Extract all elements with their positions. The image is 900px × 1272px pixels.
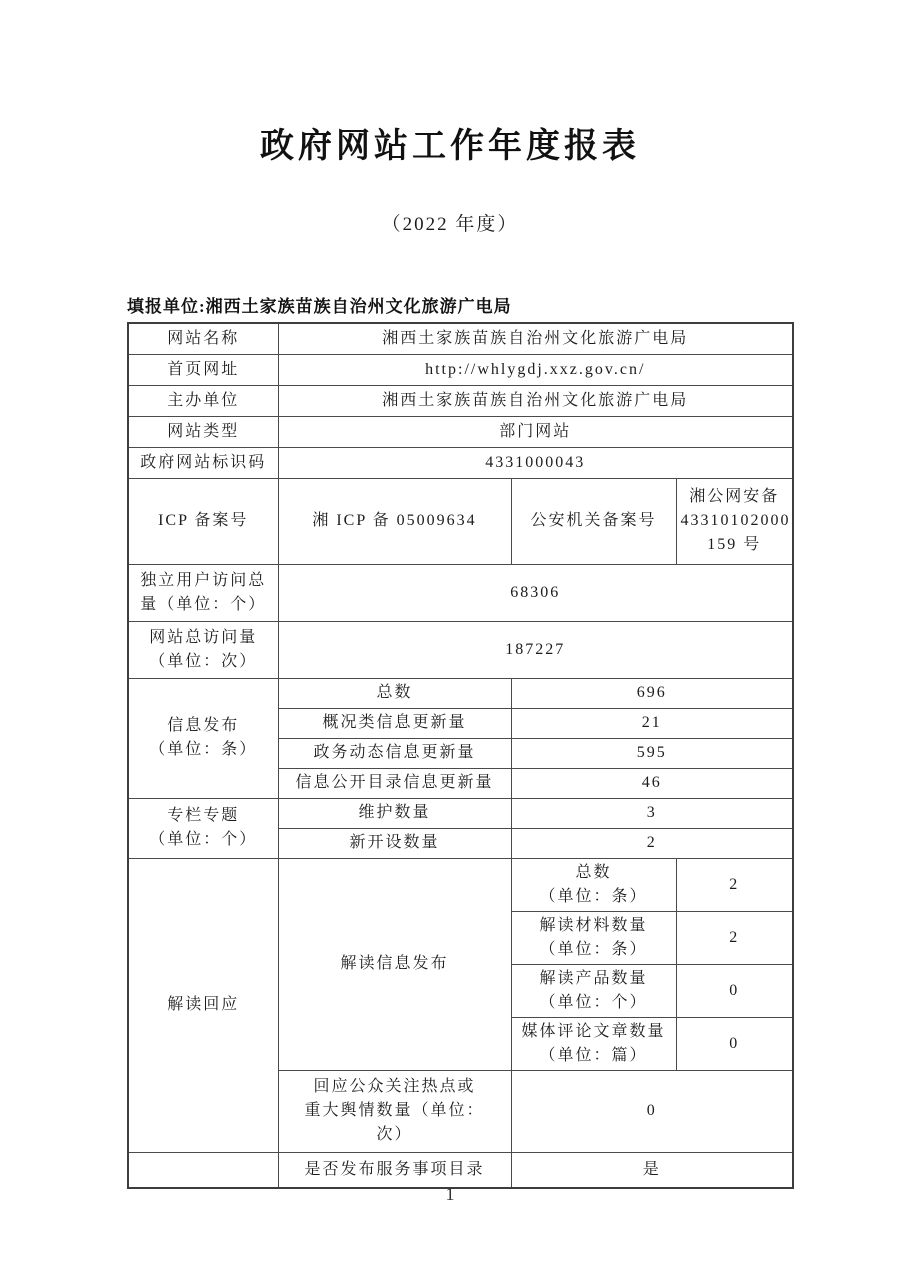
police-record-line: 159 号 — [707, 536, 762, 553]
info-publish-catalog-value: 46 — [511, 768, 793, 798]
interpretation-total-label-line: 总数 — [575, 863, 612, 881]
columns-new-label: 新开设数量 — [278, 828, 511, 858]
table-row — [128, 798, 793, 828]
site-name-label: 网站名称 — [128, 323, 278, 354]
info-publish-label-line: 信息发布 — [167, 717, 240, 734]
site-type-value: 部门网站 — [278, 416, 793, 447]
icp-value: 湘 ICP 备 05009634 — [278, 478, 511, 564]
interpretation-material-label-line: 解读材料数量 — [539, 916, 648, 934]
info-publish-label-line: （单位：条） — [149, 741, 258, 758]
info-publish-label — [128, 678, 278, 798]
info-publish-catalog-label: 信息公开目录信息更新量 — [278, 768, 511, 798]
interpretation-total-label-line: （单位：条） — [539, 887, 648, 905]
total-visits-label-line: 网站总访问量 — [149, 628, 258, 646]
interpretation-total-value: 2 — [676, 858, 793, 911]
page-subtitle: （2022 年度） — [381, 214, 519, 235]
public-response-label-line: 次） — [376, 1126, 413, 1143]
police-record-line: 43310102000 — [680, 512, 791, 529]
annual-report-table — [127, 322, 794, 1189]
total-visits-label-line: （单位：次） — [149, 652, 258, 670]
public-response-label — [278, 1070, 511, 1152]
special-columns-label-line: （单位：个） — [149, 831, 258, 848]
columns-new-value: 2 — [511, 828, 793, 858]
service-catalog-value: 是 — [511, 1152, 793, 1188]
page-title: 政府网站工作年度报表 — [260, 127, 640, 165]
public-response-label-line: 重大舆情数量（单位： — [304, 1102, 485, 1119]
special-columns-label-line: 专栏专题 — [167, 807, 240, 824]
interpretation-product-label — [511, 964, 676, 1017]
public-response-label-line: 回应公众关注热点或 — [313, 1078, 476, 1095]
table-row — [128, 858, 793, 911]
unique-visitors-value: 68306 — [278, 564, 793, 621]
total-visits-label — [128, 621, 278, 678]
table-row — [128, 323, 793, 354]
home-url-value: http://whlygdj.xxz.gov.cn/ — [278, 354, 793, 385]
organizer-value: 湘西土家族苗族自治州文化旅游广电局 — [278, 385, 793, 416]
table-row — [128, 1152, 793, 1188]
site-code-value: 4331000043 — [278, 447, 793, 478]
table-row — [128, 678, 793, 708]
interpretation-material-label-line: （单位：条） — [539, 940, 648, 958]
organizer-label: 主办单位 — [128, 385, 278, 416]
police-record-value — [676, 478, 793, 564]
interpretation-material-label — [511, 911, 676, 964]
interpretation-material-value: 2 — [676, 911, 793, 964]
public-response-value: 0 — [511, 1070, 793, 1152]
police-record-label: 公安机关备案号 — [511, 478, 676, 564]
media-comment-value: 0 — [676, 1017, 793, 1070]
police-record-line: 湘公网安备 — [689, 488, 780, 505]
interpretation-product-value: 0 — [676, 964, 793, 1017]
page-number: 1 — [445, 1184, 455, 1204]
empty-cell — [128, 1152, 278, 1188]
columns-maintained-label: 维护数量 — [278, 798, 511, 828]
home-url-label: 首页网址 — [128, 354, 278, 385]
interpretation-label: 解读回应 — [128, 858, 278, 1152]
info-publish-total-value: 696 — [511, 678, 793, 708]
columns-maintained-value: 3 — [511, 798, 793, 828]
special-columns-label — [128, 798, 278, 858]
table-row — [128, 447, 793, 478]
site-type-label: 网站类型 — [128, 416, 278, 447]
info-publish-gov-news-label: 政务动态信息更新量 — [278, 738, 511, 768]
service-catalog-label: 是否发布服务事项目录 — [278, 1152, 511, 1188]
table-row — [128, 621, 793, 678]
site-name-value: 湘西土家族苗族自治州文化旅游广电局 — [278, 323, 793, 354]
interpretation-product-label-line: （单位：个） — [539, 993, 648, 1011]
filing-unit-line: 填报单位:湘西土家族苗族自治州文化旅游广电局 — [127, 297, 512, 316]
icp-label: ICP 备案号 — [128, 478, 278, 564]
table-row — [128, 416, 793, 447]
media-comment-label-line: 媒体评论文章数量 — [521, 1022, 666, 1040]
table-row — [128, 478, 793, 564]
table-row — [128, 385, 793, 416]
total-visits-value: 187227 — [278, 621, 793, 678]
info-publish-total-label: 总数 — [278, 678, 511, 708]
table-row — [128, 354, 793, 385]
interpretation-product-label-line: 解读产品数量 — [539, 969, 648, 987]
table-row — [128, 564, 793, 621]
info-publish-gov-news-value: 595 — [511, 738, 793, 768]
interpretation-total-label — [511, 858, 676, 911]
unique-visitors-label: 独立用户访问总量（单位：个） — [128, 564, 278, 621]
site-code-label: 政府网站标识码 — [128, 447, 278, 478]
interpretation-publish-label: 解读信息发布 — [278, 858, 511, 1070]
info-publish-overview-value: 21 — [511, 708, 793, 738]
media-comment-label-line: （单位：篇） — [539, 1046, 648, 1064]
media-comment-label — [511, 1017, 676, 1070]
info-publish-overview-label: 概况类信息更新量 — [278, 708, 511, 738]
